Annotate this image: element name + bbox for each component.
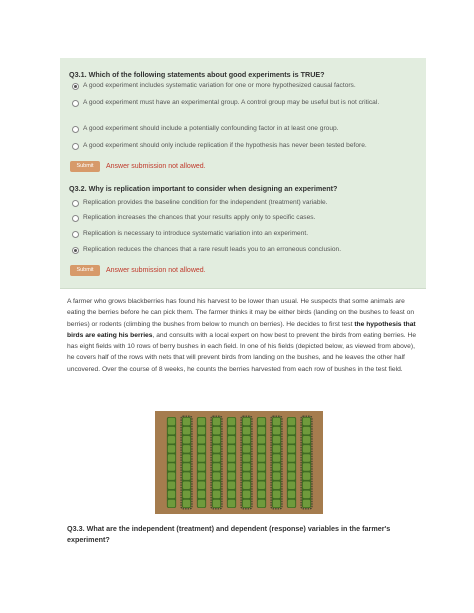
radio-selected-icon[interactable] <box>72 83 79 90</box>
submit-button[interactable]: Submit <box>70 161 100 172</box>
berry-bush <box>258 454 265 462</box>
q3-1-option-3[interactable] <box>72 124 412 133</box>
berry-bush <box>273 427 280 435</box>
berry-bush <box>243 454 250 462</box>
berry-bush <box>183 436 190 444</box>
option-label: Replication reduces the chances that a rare result leads you to an erroneous conclusion. <box>83 246 342 253</box>
berry-bush <box>213 445 220 453</box>
berry-bush <box>213 454 220 462</box>
berry-bush <box>228 454 235 462</box>
berry-bush <box>303 436 310 444</box>
berry-bush <box>213 427 220 435</box>
berry-bush <box>273 482 280 490</box>
berry-bush <box>303 418 310 426</box>
berry-bush <box>273 454 280 462</box>
berry-bush <box>243 418 250 426</box>
radio-icon[interactable] <box>72 231 79 238</box>
berry-bush <box>303 472 310 480</box>
option-label: A good experiment must have an experimental group. A control group may be useful but is not critical. <box>83 99 380 106</box>
berry-bush <box>183 500 190 508</box>
berry-bush <box>243 445 250 453</box>
berry-bush <box>183 463 190 471</box>
submission-status: Answer submission not allowed. <box>106 267 206 274</box>
berry-bush <box>213 500 220 508</box>
q3-1-option-2[interactable] <box>72 98 412 107</box>
option-label: A good experiment should include a potentially confounding factor in at least one group. <box>83 125 339 132</box>
berry-bush <box>258 463 265 471</box>
berry-bush <box>183 472 190 480</box>
q3-2-option-4[interactable] <box>72 245 412 254</box>
berry-bush <box>258 482 265 490</box>
berry-bush <box>228 427 235 435</box>
berry-bush <box>213 491 220 499</box>
berry-bush <box>183 445 190 453</box>
berry-bush <box>198 445 205 453</box>
berry-bush <box>243 463 250 471</box>
berry-bush <box>243 472 250 480</box>
quiz-panel <box>60 58 426 288</box>
bush-row <box>197 417 206 508</box>
berry-bush <box>273 500 280 508</box>
berry-bush <box>288 445 295 453</box>
berry-bush <box>168 436 175 444</box>
berry-bush <box>198 436 205 444</box>
berry-bush <box>303 491 310 499</box>
question-3-3-title: Q3.3. What are the independent (treatment) and dependent (response) variables in the farmer's experiment? <box>67 524 391 544</box>
berry-bush <box>183 427 190 435</box>
berry-bush <box>258 445 265 453</box>
berry-bush <box>288 500 295 508</box>
bush-row <box>287 417 296 508</box>
bush-row <box>167 417 176 508</box>
berry-bush <box>288 436 295 444</box>
berry-bush <box>273 436 280 444</box>
section-divider <box>60 288 426 289</box>
berry-bush <box>168 454 175 462</box>
berry-bush <box>303 482 310 490</box>
berry-bush <box>303 463 310 471</box>
option-label: Replication is necessary to introduce systematic variation into an experiment. <box>83 230 309 237</box>
berry-bush <box>213 463 220 471</box>
berry-bush <box>168 427 175 435</box>
berry-bush <box>243 436 250 444</box>
berry-bush <box>273 418 280 426</box>
berry-bush <box>303 500 310 508</box>
question-3-1-title: Q3.1. Which of the following statements about good experiments is TRUE? <box>69 70 325 79</box>
berry-field-figure <box>155 411 323 514</box>
radio-icon[interactable] <box>72 126 79 133</box>
option-label: A good experiment includes systematic variation for one or more hypothesized causal factors. <box>83 82 356 89</box>
q3-1-submit-row <box>70 161 206 172</box>
berry-bush <box>273 491 280 499</box>
bush-row <box>257 417 266 508</box>
berry-bush <box>228 436 235 444</box>
berry-bush <box>183 454 190 462</box>
berry-bush <box>183 491 190 499</box>
berry-bush <box>228 472 235 480</box>
berry-bush <box>288 418 295 426</box>
berry-bush <box>213 418 220 426</box>
berry-bush <box>228 491 235 499</box>
berry-bush <box>183 418 190 426</box>
berry-bush <box>288 463 295 471</box>
radio-selected-icon[interactable] <box>72 247 79 254</box>
berry-bush <box>273 463 280 471</box>
berry-bush <box>258 436 265 444</box>
berry-bush <box>198 482 205 490</box>
submit-button[interactable]: Submit <box>70 265 100 276</box>
field-soil <box>155 411 323 514</box>
berry-bush <box>198 472 205 480</box>
q3-2-option-1[interactable] <box>72 198 412 207</box>
berry-bush <box>228 445 235 453</box>
berry-bush <box>228 482 235 490</box>
berry-bush <box>258 418 265 426</box>
bush-row <box>211 416 222 509</box>
berry-bush <box>303 454 310 462</box>
berry-bush <box>303 445 310 453</box>
q3-2-option-2[interactable] <box>72 213 412 222</box>
bush-row <box>271 416 282 509</box>
berry-bush <box>258 500 265 508</box>
radio-icon[interactable] <box>72 215 79 222</box>
berry-bush <box>198 427 205 435</box>
berry-bush <box>168 500 175 508</box>
berry-bush <box>168 418 175 426</box>
berry-bush <box>168 472 175 480</box>
berry-bush <box>288 454 295 462</box>
berry-bush <box>213 472 220 480</box>
berry-bush <box>183 482 190 490</box>
berry-bush <box>168 482 175 490</box>
berry-bush <box>198 491 205 499</box>
passage-hypothesis-bold: the hypothesis that birds are eating his berries <box>67 320 416 339</box>
berry-bush <box>243 500 250 508</box>
q3-2-option-3[interactable] <box>72 229 412 238</box>
berry-bush <box>198 418 205 426</box>
berry-bush <box>288 491 295 499</box>
passage-text-2: , and consults with a local expert on how best to prevent the birds from eating berries. He has eight fields with 10 rows of berry bushes in each field. In one of his fields (depicted below, as viewed from above), he covers half of the rows with nets that will prevent birds from landing on the bushes, and he leaves the other half uncovered. Over the course of 8 weeks, he counts the berries harvested from each row of bushes in the test field. <box>67 331 417 373</box>
berry-bush <box>198 463 205 471</box>
berry-bush <box>228 463 235 471</box>
bush-row <box>227 417 236 508</box>
berry-bush <box>243 491 250 499</box>
option-label: A good experiment should only include replication if the hypothesis has never been tested before. <box>83 142 367 149</box>
bush-row <box>241 416 252 509</box>
farmer-scenario-passage <box>67 296 419 375</box>
berry-bush <box>168 491 175 499</box>
berry-bush <box>273 472 280 480</box>
berry-bush <box>228 500 235 508</box>
q3-2-submit-row <box>70 265 206 276</box>
berry-bush <box>273 445 280 453</box>
berry-bush <box>213 436 220 444</box>
berry-bush <box>198 500 205 508</box>
option-label: Replication provides the baseline condition for the independent (treatment) variable. <box>83 199 328 206</box>
berry-bush <box>288 472 295 480</box>
berry-bush <box>258 472 265 480</box>
radio-icon[interactable] <box>72 100 79 107</box>
berry-bush <box>198 454 205 462</box>
berry-bush <box>288 482 295 490</box>
berry-bush <box>213 482 220 490</box>
bush-row <box>301 416 312 509</box>
berry-bush <box>228 418 235 426</box>
option-label: Replication increases the chances that your results apply only to specific cases. <box>83 214 316 221</box>
q3-1-option-1[interactable] <box>72 81 412 90</box>
berry-bush <box>243 427 250 435</box>
bush-row <box>181 416 192 509</box>
q3-1-option-4[interactable] <box>72 141 412 150</box>
radio-icon[interactable] <box>72 143 79 150</box>
berry-bush <box>243 482 250 490</box>
passage-text-1: A farmer who grows blackberries has found his harvest to be lower than usual. He suspects that some animals are eating the berries before he can pick them. The farmer thinks it may be either birds (landing on the bushes to feast on berries) or rodents (climbing the bushes from below to munch on berries). He decides to first test <box>67 298 415 328</box>
radio-icon[interactable] <box>72 200 79 207</box>
berry-bush <box>303 427 310 435</box>
berry-bush <box>258 491 265 499</box>
berry-bush <box>258 427 265 435</box>
berry-bush <box>168 463 175 471</box>
berry-bush <box>168 445 175 453</box>
question-3-2-title: Q3.2. Why is replication important to consider when designing an experiment? <box>69 184 338 193</box>
berry-bush <box>288 427 295 435</box>
submission-status: Answer submission not allowed. <box>106 163 206 170</box>
